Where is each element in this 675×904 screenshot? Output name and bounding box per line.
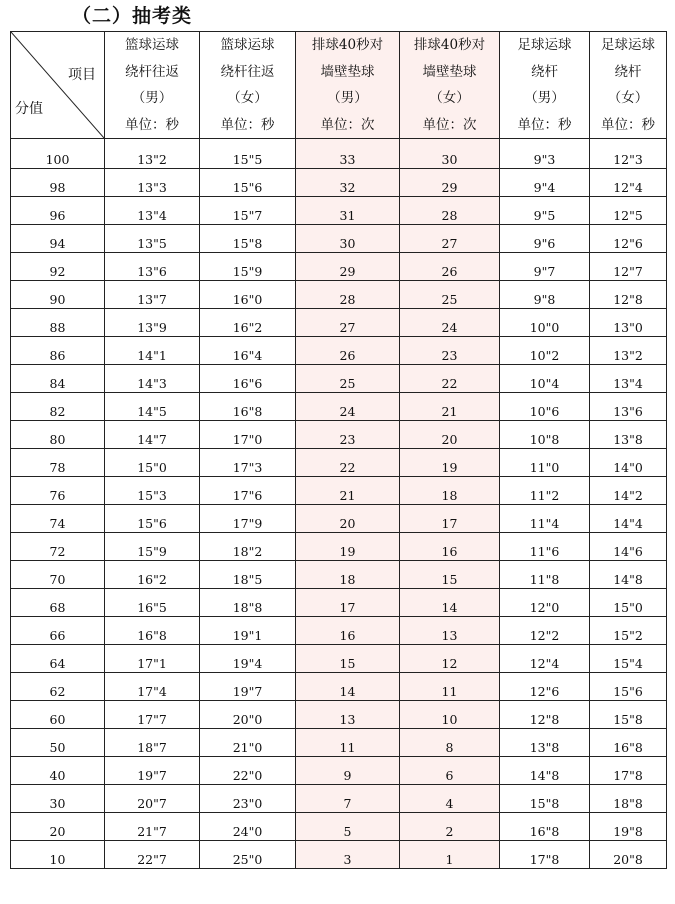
column-header-line: 单位：秒 <box>601 116 655 133</box>
table-row <box>11 785 667 813</box>
standard-cell: 9"5 <box>500 197 590 225</box>
score-cell: 10 <box>11 841 105 869</box>
standard-cell: 19"8 <box>590 813 667 841</box>
standard-cell: 14 <box>400 589 500 617</box>
score-cell: 98 <box>11 169 105 197</box>
column-header-line: 单位：次 <box>422 116 477 133</box>
standard-cell: 14"4 <box>590 505 667 533</box>
standard-cell: 16"8 <box>200 393 296 421</box>
column-header-line: 篮球运球 <box>125 37 179 53</box>
standard-cell: 26 <box>400 253 500 281</box>
column-header-line: 墙壁垫球 <box>422 63 477 80</box>
standard-cell: 11"0 <box>500 449 590 477</box>
standard-cell: 13"6 <box>590 393 667 421</box>
standard-cell: 14"7 <box>105 421 200 449</box>
standard-cell: 13"8 <box>500 729 590 757</box>
column-header <box>590 32 667 139</box>
standard-cell: 17"7 <box>105 701 200 729</box>
standard-cell: 16"2 <box>200 309 296 337</box>
standard-cell: 14"8 <box>500 757 590 785</box>
standard-cell: 21"0 <box>200 729 296 757</box>
standard-cell: 12 <box>400 645 500 673</box>
column-header-line: （女） <box>429 90 470 106</box>
standard-cell: 15"8 <box>200 225 296 253</box>
standard-cell: 15"6 <box>105 505 200 533</box>
standard-cell: 3 <box>296 841 400 869</box>
standard-cell: 22"7 <box>105 841 200 869</box>
table-row <box>11 729 667 757</box>
column-header <box>296 32 400 139</box>
standard-cell: 31 <box>296 197 400 225</box>
standard-cell: 2 <box>400 813 500 841</box>
standard-cell: 12"8 <box>590 281 667 309</box>
standard-cell: 23 <box>296 421 400 449</box>
score-cell: 100 <box>11 139 105 169</box>
table-row <box>11 477 667 505</box>
standard-cell: 12"5 <box>590 197 667 225</box>
score-cell: 50 <box>11 729 105 757</box>
standard-cell: 11"2 <box>500 477 590 505</box>
standard-cell: 19"7 <box>105 757 200 785</box>
standard-cell: 26 <box>296 337 400 365</box>
table-row <box>11 253 667 281</box>
standard-cell: 24 <box>400 309 500 337</box>
standard-cell: 20"7 <box>105 785 200 813</box>
standard-cell: 15 <box>296 645 400 673</box>
column-header-line: 单位：秒 <box>125 116 179 133</box>
standard-cell: 27 <box>296 309 400 337</box>
standard-cell: 12"4 <box>500 645 590 673</box>
standard-cell: 24"0 <box>200 813 296 841</box>
standard-cell: 15"0 <box>590 589 667 617</box>
score-cell: 40 <box>11 757 105 785</box>
table-row <box>11 533 667 561</box>
standard-cell: 29 <box>400 169 500 197</box>
column-header-line: 绕杆 <box>531 63 558 80</box>
table-row <box>11 197 667 225</box>
standard-cell: 13"4 <box>590 365 667 393</box>
column-header-line: 单位：秒 <box>220 116 275 133</box>
standard-cell: 22 <box>400 365 500 393</box>
standard-cell: 16"6 <box>200 365 296 393</box>
standard-cell: 13"2 <box>105 139 200 169</box>
standard-cell: 19"7 <box>200 673 296 701</box>
standard-cell: 16 <box>296 617 400 645</box>
column-header-line: 足球运球 <box>517 37 572 53</box>
score-cell: 82 <box>11 393 105 421</box>
standard-cell: 32 <box>296 169 400 197</box>
column-header-line: 绕杆 <box>614 63 642 80</box>
standard-cell: 19"4 <box>200 645 296 673</box>
standard-cell: 12"2 <box>500 617 590 645</box>
standard-cell: 11 <box>296 729 400 757</box>
standard-cell: 11"8 <box>500 561 590 589</box>
standard-cell: 9"7 <box>500 253 590 281</box>
standard-cell: 27 <box>400 225 500 253</box>
standard-cell: 19 <box>400 449 500 477</box>
standard-cell: 15 <box>400 561 500 589</box>
standard-cell: 12"3 <box>590 139 667 169</box>
standard-cell: 30 <box>400 139 500 169</box>
standard-cell: 4 <box>400 785 500 813</box>
column-header <box>500 32 590 139</box>
standard-cell: 14"0 <box>590 449 667 477</box>
table-row <box>11 645 667 673</box>
standard-cell: 28 <box>296 281 400 309</box>
standard-cell: 15"6 <box>590 673 667 701</box>
table-row <box>11 449 667 477</box>
score-cell: 92 <box>11 253 105 281</box>
standard-cell: 17"9 <box>200 505 296 533</box>
standard-cell: 13"3 <box>105 169 200 197</box>
standard-cell: 29 <box>296 253 400 281</box>
score-cell: 70 <box>11 561 105 589</box>
standard-cell: 16 <box>400 533 500 561</box>
column-header-line: 绕杆往返 <box>220 63 275 80</box>
column-header-line: （男） <box>327 90 368 106</box>
standard-cell: 17"8 <box>500 841 590 869</box>
standard-cell: 11"6 <box>500 533 590 561</box>
standard-cell: 20 <box>400 421 500 449</box>
standard-cell: 13"7 <box>105 281 200 309</box>
score-cell: 60 <box>11 701 105 729</box>
column-header-line: （女） <box>227 90 268 106</box>
section-title: （二）抽考类 <box>72 5 193 27</box>
standard-cell: 9"8 <box>500 281 590 309</box>
standard-cell: 12"8 <box>500 701 590 729</box>
standard-cell: 15"4 <box>590 645 667 673</box>
column-header <box>105 32 200 139</box>
standard-cell: 13"5 <box>105 225 200 253</box>
column-header-line: （女） <box>607 90 649 106</box>
table-row <box>11 309 667 337</box>
standard-cell: 18 <box>400 477 500 505</box>
table-row <box>11 225 667 253</box>
standard-cell: 14"2 <box>590 477 667 505</box>
column-header-line: 墙壁垫球 <box>320 63 375 80</box>
standard-cell: 15"8 <box>590 701 667 729</box>
standard-cell: 18"2 <box>200 533 296 561</box>
column-header-line: （男） <box>131 90 173 106</box>
standard-cell: 14"8 <box>590 561 667 589</box>
standard-cell: 20"0 <box>200 701 296 729</box>
column-header-line: 排球40秒对 <box>413 37 486 53</box>
standard-cell: 33 <box>296 139 400 169</box>
standard-cell: 13"4 <box>105 197 200 225</box>
column-header <box>400 32 500 139</box>
standard-cell: 10"8 <box>500 421 590 449</box>
table-row <box>11 673 667 701</box>
score-cell: 62 <box>11 673 105 701</box>
column-header-line: 单位：秒 <box>517 116 572 133</box>
score-cell: 72 <box>11 533 105 561</box>
standard-cell: 14"3 <box>105 365 200 393</box>
standard-cell: 15"9 <box>105 533 200 561</box>
standard-cell: 22"0 <box>200 757 296 785</box>
score-cell: 78 <box>11 449 105 477</box>
standard-cell: 15"0 <box>105 449 200 477</box>
standard-cell: 14"1 <box>105 337 200 365</box>
standard-cell: 18"8 <box>200 589 296 617</box>
standard-cell: 13 <box>400 617 500 645</box>
score-table-body <box>11 139 667 869</box>
standard-cell: 10"2 <box>500 337 590 365</box>
standard-cell: 15"7 <box>200 197 296 225</box>
score-cell: 84 <box>11 365 105 393</box>
standard-cell: 17"8 <box>590 757 667 785</box>
standard-cell: 1 <box>400 841 500 869</box>
table-row <box>11 421 667 449</box>
standard-cell: 23"0 <box>200 785 296 813</box>
standard-cell: 25 <box>296 365 400 393</box>
standard-cell: 20"8 <box>590 841 667 869</box>
score-cell: 64 <box>11 645 105 673</box>
column-header-line: （男） <box>524 90 565 106</box>
standard-cell: 15"5 <box>200 139 296 169</box>
standard-cell: 17"6 <box>200 477 296 505</box>
score-cell: 74 <box>11 505 105 533</box>
table-row <box>11 365 667 393</box>
standard-cell: 11 <box>400 673 500 701</box>
standard-cell: 21 <box>296 477 400 505</box>
standard-cell: 10"4 <box>500 365 590 393</box>
standard-cell: 16"0 <box>200 281 296 309</box>
score-cell: 30 <box>11 785 105 813</box>
standard-cell: 16"2 <box>105 561 200 589</box>
standard-cell: 13 <box>296 701 400 729</box>
standard-cell: 15"9 <box>200 253 296 281</box>
standard-cell: 16"8 <box>590 729 667 757</box>
standard-cell: 19 <box>296 533 400 561</box>
table-row <box>11 281 667 309</box>
table-row <box>11 701 667 729</box>
score-cell: 80 <box>11 421 105 449</box>
table-row <box>11 505 667 533</box>
table-row <box>11 561 667 589</box>
standard-cell: 10"6 <box>500 393 590 421</box>
score-table <box>10 31 667 869</box>
score-cell: 86 <box>11 337 105 365</box>
standard-cell: 16"4 <box>200 337 296 365</box>
standard-cell: 10 <box>400 701 500 729</box>
standard-cell: 12"7 <box>590 253 667 281</box>
standard-cell: 22 <box>296 449 400 477</box>
standard-cell: 14 <box>296 673 400 701</box>
standard-cell: 18"8 <box>590 785 667 813</box>
standard-cell: 17"1 <box>105 645 200 673</box>
standard-cell: 8 <box>400 729 500 757</box>
column-header-line: 篮球运球 <box>220 37 275 53</box>
standard-cell: 12"4 <box>590 169 667 197</box>
column-header-line: 足球运球 <box>601 37 655 53</box>
standard-cell: 28 <box>400 197 500 225</box>
standard-cell: 12"6 <box>590 225 667 253</box>
table-row <box>11 169 667 197</box>
table-row <box>11 841 667 869</box>
standard-cell: 7 <box>296 785 400 813</box>
standard-cell: 13"0 <box>590 309 667 337</box>
score-label: 分值 <box>15 101 43 117</box>
table-row <box>11 757 667 785</box>
standard-cell: 16"8 <box>500 813 590 841</box>
corner-header-cell <box>11 32 105 139</box>
standard-cell: 18"5 <box>200 561 296 589</box>
standard-cell: 15"6 <box>200 169 296 197</box>
standard-cell: 6 <box>400 757 500 785</box>
table-row <box>11 393 667 421</box>
standard-cell: 15"2 <box>590 617 667 645</box>
standard-cell: 30 <box>296 225 400 253</box>
column-header-line: 排球40秒对 <box>311 37 384 53</box>
column-header-line: 单位：次 <box>320 116 375 133</box>
score-cell: 68 <box>11 589 105 617</box>
standard-cell: 9"4 <box>500 169 590 197</box>
column-header-line: 绕杆往返 <box>125 63 179 80</box>
standard-cell: 5 <box>296 813 400 841</box>
standard-cell: 13"8 <box>590 421 667 449</box>
standard-cell: 21"7 <box>105 813 200 841</box>
standard-cell: 24 <box>296 393 400 421</box>
standard-cell: 17 <box>400 505 500 533</box>
standard-cell: 15"3 <box>105 477 200 505</box>
standard-cell: 13"9 <box>105 309 200 337</box>
standard-cell: 9"6 <box>500 225 590 253</box>
table-row <box>11 337 667 365</box>
standard-cell: 25 <box>400 281 500 309</box>
standard-cell: 16"5 <box>105 589 200 617</box>
score-cell: 66 <box>11 617 105 645</box>
score-cell: 76 <box>11 477 105 505</box>
score-cell: 96 <box>11 197 105 225</box>
standard-cell: 17"4 <box>105 673 200 701</box>
standard-cell: 15"8 <box>500 785 590 813</box>
standard-cell: 17"0 <box>200 421 296 449</box>
standard-cell: 11"4 <box>500 505 590 533</box>
standard-cell: 9 <box>296 757 400 785</box>
table-row <box>11 589 667 617</box>
standard-cell: 13"2 <box>590 337 667 365</box>
column-header <box>200 32 296 139</box>
standard-cell: 14"5 <box>105 393 200 421</box>
score-cell: 88 <box>11 309 105 337</box>
standard-cell: 12"0 <box>500 589 590 617</box>
standard-cell: 18"7 <box>105 729 200 757</box>
header-row <box>11 32 667 139</box>
standard-cell: 13"6 <box>105 253 200 281</box>
standard-cell: 18 <box>296 561 400 589</box>
standard-cell: 25"0 <box>200 841 296 869</box>
score-cell: 94 <box>11 225 105 253</box>
standard-cell: 16"8 <box>105 617 200 645</box>
score-cell: 20 <box>11 813 105 841</box>
table-row <box>11 139 667 169</box>
item-label: 项目 <box>68 67 96 83</box>
standard-cell: 20 <box>296 505 400 533</box>
standard-cell: 17"3 <box>200 449 296 477</box>
standard-cell: 10"0 <box>500 309 590 337</box>
standard-cell: 14"6 <box>590 533 667 561</box>
table-row <box>11 617 667 645</box>
standard-cell: 12"6 <box>500 673 590 701</box>
standard-cell: 23 <box>400 337 500 365</box>
standard-cell: 21 <box>400 393 500 421</box>
standard-cell: 9"3 <box>500 139 590 169</box>
standard-cell: 17 <box>296 589 400 617</box>
table-row <box>11 813 667 841</box>
score-cell: 90 <box>11 281 105 309</box>
standard-cell: 19"1 <box>200 617 296 645</box>
